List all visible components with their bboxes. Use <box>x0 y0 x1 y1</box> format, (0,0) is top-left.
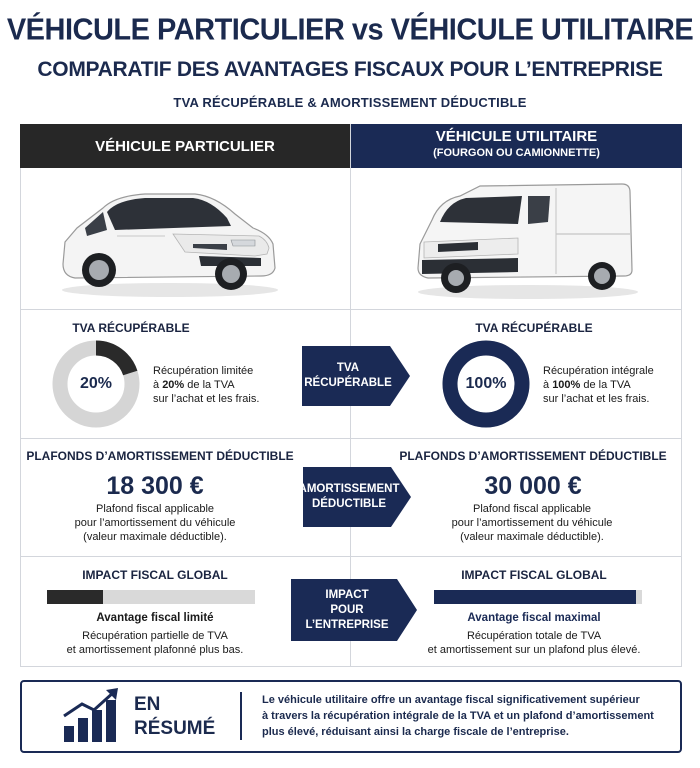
summary-divider <box>240 692 242 740</box>
impact-desc-right: Récupération totale de TVA et amortissement sur un plafond plus élevé. <box>427 630 641 656</box>
page-tagline: TVA RÉCUPÉRABLE & AMORTISSEMENT DÉDUCTIBLE <box>173 95 527 110</box>
vat-percent-left: 20% <box>79 375 113 392</box>
impact-label-left: IMPACT FISCAL GLOBAL <box>82 568 228 582</box>
depreciation-amount-right: 30 000 € <box>484 472 582 500</box>
vat-desc-left <box>153 364 293 406</box>
row-divider <box>20 556 682 557</box>
impact-bar-right-fill <box>434 590 636 604</box>
summary-title: EN RÉSUMÉ <box>134 694 216 739</box>
car-icon <box>55 184 280 300</box>
vat-percent-right: 100% <box>465 375 507 392</box>
summary-text: Le véhicule utilitaire offre un avantage fiscal significativement supérieur à travers la récupération intégrale de la TVA et un plafond d’amortissement plus élevé, réduisant ainsi la charge fiscale de l’entreprise. <box>262 694 654 738</box>
vat-label-left: TVA RÉCUPÉRABLE <box>72 321 190 335</box>
column-title-left: VÉHICULE PARTICULIER <box>95 137 275 155</box>
vat-desc-right <box>543 364 683 406</box>
column-subtitle-right: (FOURGON OU CAMIONNETTE) <box>433 147 600 159</box>
row-divider <box>20 309 682 310</box>
vat-desc-left-line3: sur l’achat et les frais. <box>153 393 260 405</box>
vat-desc-right-line2: à 100% de la TVA <box>543 379 631 391</box>
column-header-utilitaire <box>351 124 682 168</box>
impact-bar-left-fill <box>47 590 103 604</box>
column-header-particulier <box>20 124 350 168</box>
impact-bar-left <box>47 590 255 604</box>
impact-advantage-left: Avantage fiscal limité <box>96 612 214 624</box>
van-icon <box>410 178 640 302</box>
page-subtitle: COMPARATIF DES AVANTAGES FISCAUX POUR L’ENTREPRISE <box>37 58 663 81</box>
impact-advantage-right: Avantage fiscal maximal <box>467 612 601 624</box>
vat-desc-right-line1: Récupération intégrale <box>543 365 654 377</box>
vat-label-right: TVA RÉCUPÉRABLE <box>475 321 593 335</box>
page-title: VÉHICULE PARTICULIER vs VÉHICULE UTILITAIRE <box>6 13 694 47</box>
column-title-right: VÉHICULE UTILITAIRE <box>435 128 598 145</box>
row-divider <box>20 438 682 439</box>
depreciation-label-left: PLAFONDS D’AMORTISSEMENT DÉDUCTIBLE <box>26 449 294 463</box>
impact-arrow-label: IMPACT POUR L’ENTREPRISE <box>305 588 389 631</box>
depreciation-desc-left: Plafond fiscal applicable pour l’amortissement du véhicule (valeur maximale déductible). <box>74 503 236 543</box>
depreciation-label-right: PLAFONDS D’AMORTISSEMENT DÉDUCTIBLE <box>399 449 667 463</box>
vat-desc-left-line2: à 20% de la TVA <box>153 379 235 391</box>
impact-desc-left: Récupération partielle de TVA et amortissement plafonné plus bas. <box>66 630 244 656</box>
depreciation-desc-right: Plafond fiscal applicable pour l’amortissement du véhicule (valeur maximale déductible). <box>451 503 613 543</box>
vat-desc-right-line3: sur l’achat et les frais. <box>543 393 650 405</box>
impact-bar-right <box>434 590 642 604</box>
growth-chart-icon <box>60 686 126 744</box>
impact-label-right: IMPACT FISCAL GLOBAL <box>461 568 607 582</box>
depreciation-arrow-label: AMORTISSEMENT DÉDUCTIBLE <box>298 483 400 510</box>
vat-arrow-label: TVA RÉCUPÉRABLE <box>304 362 392 389</box>
vat-desc-left-line1: Récupération limitée <box>153 365 254 377</box>
depreciation-amount-left: 18 300 € <box>106 472 204 500</box>
